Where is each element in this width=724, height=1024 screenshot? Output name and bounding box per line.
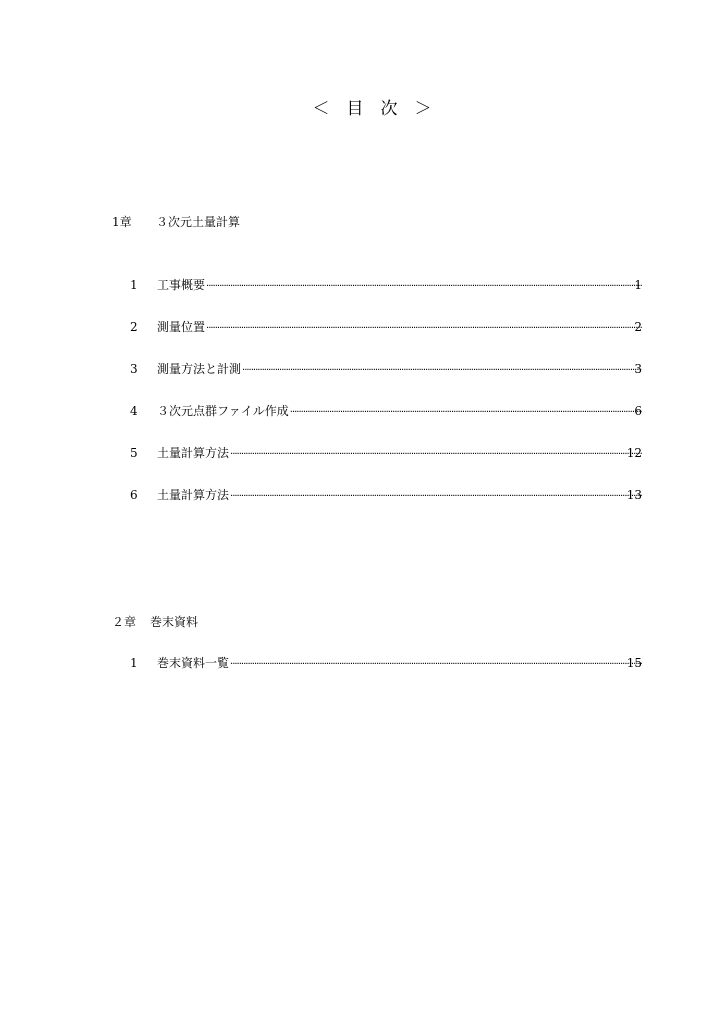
- toc-entry-label: ３次元点群ファイル作成: [157, 404, 289, 418]
- leader-dots: [230, 656, 642, 674]
- toc-entry[interactable]: [0, 486, 724, 504]
- toc-entry-page: 13: [626, 488, 642, 502]
- toc-entry-page: 2: [634, 320, 642, 334]
- toc-entry[interactable]: [0, 276, 724, 294]
- toc-entry[interactable]: [0, 444, 724, 462]
- chapter-heading-2: [112, 613, 198, 630]
- toc-entry[interactable]: [0, 402, 724, 420]
- chapter-number: 1章: [112, 215, 132, 229]
- toc-entry-page: 3: [634, 362, 642, 376]
- page-title: ＜ 目 次 ＞: [312, 99, 432, 119]
- toc-entry-number: 6: [130, 488, 138, 502]
- chapter-title: 巻末資料: [150, 615, 199, 629]
- toc-entry-number: 3: [130, 362, 138, 376]
- toc-entry[interactable]: [0, 318, 724, 336]
- toc-entry-label: 土量計算方法: [157, 488, 230, 502]
- toc-entry-page: 1: [634, 278, 642, 292]
- toc-entry-label: 測量方法と計測: [157, 362, 242, 376]
- toc-entry-number: 2: [130, 320, 138, 334]
- toc-entry-label: 巻末資料一覧: [157, 656, 230, 670]
- toc-entry-page: 15: [626, 656, 642, 670]
- toc-entry-number: 5: [130, 446, 138, 460]
- toc-entry-page: 6: [634, 404, 642, 418]
- leader-dots: [230, 488, 642, 506]
- toc-entry-number: 4: [130, 404, 138, 418]
- leader-dots: [230, 446, 642, 464]
- leader-dots: [242, 362, 642, 380]
- leader-dots: [206, 278, 642, 296]
- leader-dots: [206, 320, 642, 338]
- chapter-title: ３次元土量計算: [156, 215, 241, 229]
- toc-entry-page: 12: [626, 446, 642, 460]
- toc-entry[interactable]: [0, 360, 724, 378]
- leader-dots: [290, 404, 642, 422]
- toc-entry[interactable]: [0, 654, 724, 672]
- toc-entry-label: 土量計算方法: [157, 446, 230, 460]
- chapter-heading-1: [112, 213, 240, 230]
- toc-entry-label: 測量位置: [157, 320, 206, 334]
- chapter-number: ２章: [112, 615, 137, 629]
- toc-entry-number: 1: [130, 656, 138, 670]
- toc-entry-label: 工事概要: [157, 278, 206, 292]
- toc-entry-number: 1: [130, 278, 138, 292]
